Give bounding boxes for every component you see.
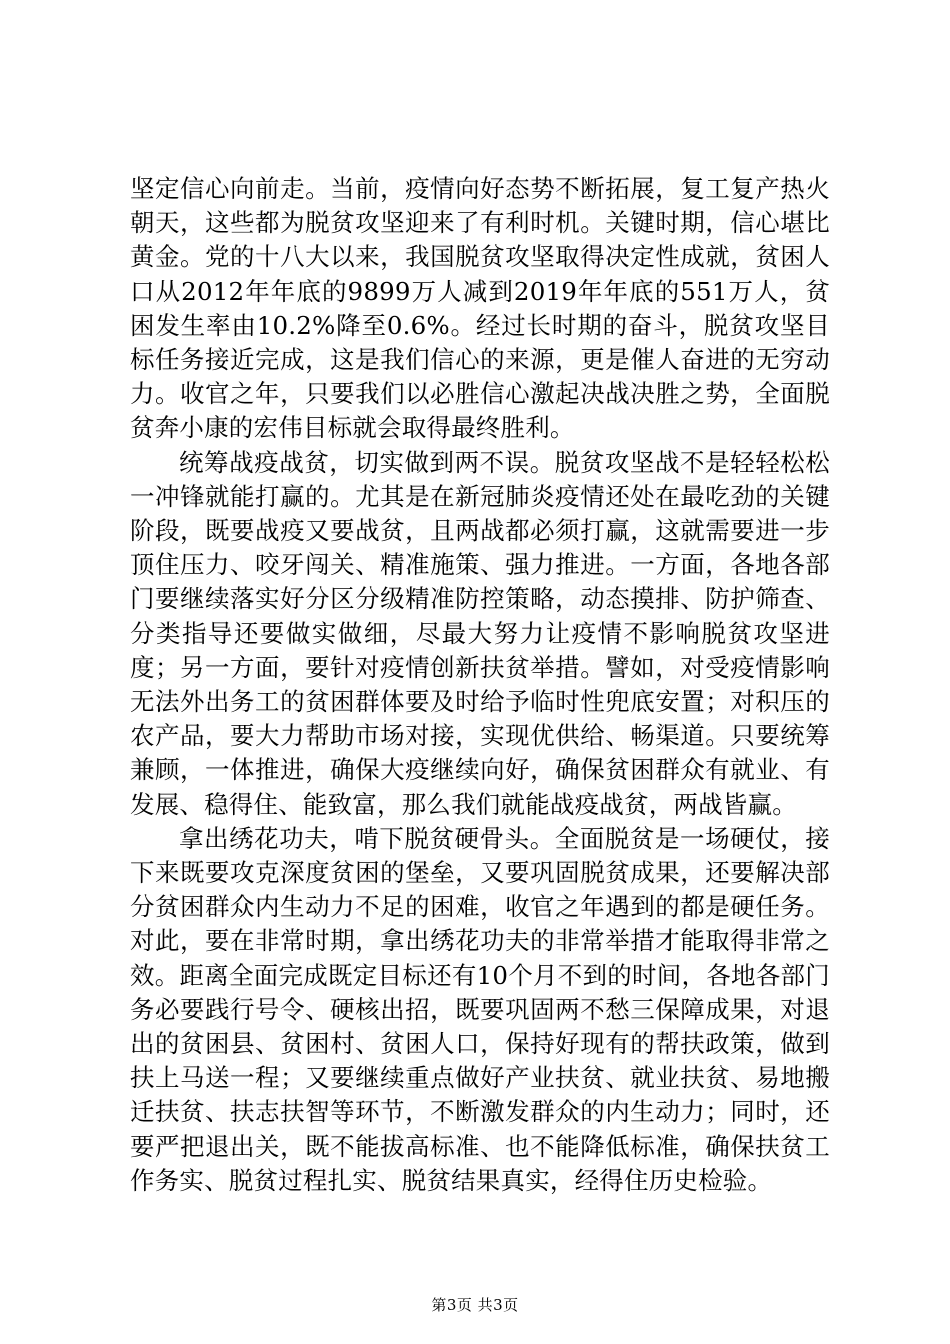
- page-footer: 第3页 共3页: [431, 1296, 519, 1314]
- paragraph-2: 统筹战疫战贫，切实做到两不误。脱贫攻坚战不是轻轻松松一冲锋就能打赢的。尤其是在新冠肺炎疫情还处在最吃劲的关键阶段，既要战疫又要战贫，且两战都必须打赢，这就需要进一步顶住压力、咬牙闯关、精准施策、强力推进。一方面，各地各部门要继续落实好分区分级精准防控策略，动态摸排、防护筛查、分类指导还要做实做细，尽最大努力让疫情不影响脱贫攻坚进度；另一方面，要针对疫情创新扶贫举措。譬如，对受疫情影响无法外出务工的贫困群体要及时给予临时性兜底安置；对积压的农产品，要大力帮助市场对接，实现优供给、畅渠道。只要统筹兼顾，一体推进，确保大疫继续向好，确保贫困群众有就业、有发展、稳得住、能致富，那么我们就能战疫战贫，两战皆赢。: [130, 447, 830, 819]
- paragraph-1: 坚定信心向前走。当前，疫情向好态势不断拓展，复工复产热火朝天，这些都为脱贫攻坚迎来了有利时机。关键时期，信心堪比黄金。党的十八大以来，我国脱贫攻坚取得决定性成就，贫困人口从2012年年底的9899万人减到2019年年底的551万人，贫困发生率由10.2%降至0.6%。经过长时期的奋斗，脱贫攻坚目标任务接近完成，这是我们信心的来源，更是催人奋进的无穷动力。收官之年，只要我们以必胜信心激起决战决胜之势，全面脱贫奔小康的宏伟目标就会取得最终胜利。: [130, 174, 830, 443]
- document-body: [130, 172, 830, 1198]
- paragraph-3: 拿出绣花功夫，啃下脱贫硬骨头。全面脱贫是一场硬仗，接下来既要攻克深度贫困的堡垒，又要巩固脱贫成果，还要解决部分贫困群众内生动力不足的困难，收官之年遇到的都是硬任务。对此，要在非常时期，拿出绣花功夫的非常举措才能取得非常之效。距离全面完成既定目标还有10个月不到的时间，各地各部门务必要践行号令、硬核出招，既要巩固两不愁三保障成果，对退出的贫困县、贫困村、贫困人口，保持好现有的帮扶政策，做到扶上马送一程；又要继续重点做好产业扶贫、就业扶贫、易地搬迁扶贫、扶志扶智等环节，不断激发群众的内生动力；同时，还要严把退出关，既不能拔高标准、也不能降低标准，确保扶贫工作务实、脱贫过程扎实、脱贫结果真实，经得住历史检验。: [130, 823, 830, 1195]
